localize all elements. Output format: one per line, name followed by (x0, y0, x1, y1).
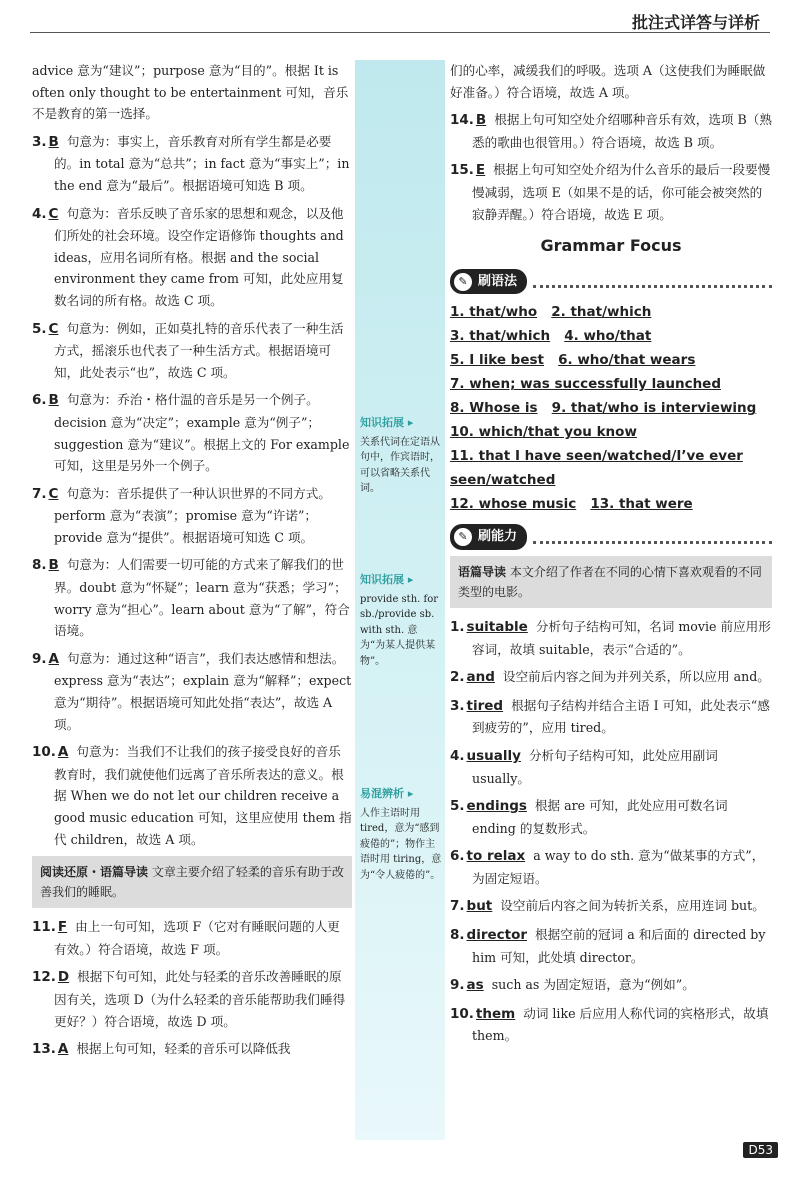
ability-heading (450, 524, 772, 550)
side-tag: 知识拓展 ▸ (360, 572, 442, 588)
pill-label: 刷能力 (478, 529, 518, 545)
item-number: 10. (450, 1005, 474, 1022)
grammar-answer-12: 12. whose music (450, 496, 577, 513)
grammar-answer-8: 8. Whose is (450, 400, 538, 417)
grammar-heading (450, 269, 772, 295)
grammar-row (450, 348, 772, 372)
answer-item-7 (32, 483, 352, 549)
item-explanation: 句意为：例如，正如莫扎特的音乐代表了一种生活方式，摇滚乐也代表了一种生活方式。根据语境可知，此处表示“也”，故选 C 项。 (54, 320, 344, 380)
right-column (450, 60, 772, 1053)
grammar-row (450, 420, 772, 444)
grammar-row (450, 492, 772, 516)
side-note-confusion (360, 786, 442, 883)
item-number: 7. (32, 485, 47, 502)
item-answer: them (475, 1005, 516, 1022)
answer-item-14 (450, 109, 772, 153)
answer-item-6 (32, 389, 352, 476)
dotted-rule (533, 531, 772, 544)
item-explanation: 根据上句可知，轻柔的音乐可以降低我 (76, 1041, 291, 1057)
ability-item-7 (450, 895, 772, 918)
page-header-title: 批注式详答与详析 (631, 13, 760, 32)
grammar-answer-11: 11. that I have seen/watched/I’ve ever seen/watched (450, 448, 743, 489)
item-explanation: 根据句子结构并结合主语 I 可知，此处表示“感到疲劳的”，应用 tired。 (472, 697, 770, 736)
side-tag: 知识拓展 ▸ (360, 415, 442, 431)
item-number: 8. (450, 927, 465, 944)
item-number: 7. (450, 898, 465, 915)
item-answer: tired (466, 697, 504, 714)
item-explanation: 句意为：音乐提供了一种认识世界的不同方式。perform 意为“表演”；promise 意为“许诺”；provide 意为“提供”。根据语境可知选 C 项。 (54, 485, 331, 545)
ability-item-8 (450, 924, 772, 968)
answer-item-4 (32, 203, 352, 312)
dotted-rule (533, 275, 772, 288)
grammar-row (450, 324, 772, 348)
grammar-answer-4: 4. who/that (564, 328, 652, 345)
item-answer: as (466, 977, 484, 994)
item-explanation: such as 为固定短语，意为“例如”。 (491, 977, 695, 993)
item-answer: and (466, 669, 495, 686)
item-number: 3. (32, 133, 47, 150)
side-note-text: provide sth. for sb./provide sb. with sth. 意为“为某人提供某物”。 (360, 593, 438, 667)
left-column (32, 60, 352, 1067)
ability-item-2 (450, 666, 772, 689)
item-answer: endings (466, 798, 527, 815)
item-number: 13. (32, 1041, 56, 1058)
item-answer: C (48, 320, 59, 337)
side-note-text: 人作主语时用 tired，意为“感到疲倦的”；物作主语时用 tiring，意为“令人疲倦的”。 (360, 807, 442, 881)
item-answer: A (57, 1041, 69, 1058)
grammar-row (450, 372, 772, 396)
item-explanation: 句意为：通过这种“语言”，我们表达感情和想法。express 意为“表达”；explain 意为“解释”；expect 意为“期待”。根据语境可知此处指“表达”，故选 A 项。 (54, 650, 352, 732)
item-answer: to relax (466, 848, 526, 865)
answer-item-10 (32, 741, 352, 850)
answer-item-3 (32, 131, 352, 197)
item-number: 4. (450, 747, 465, 764)
reading-guide-box (32, 856, 352, 908)
guide-label: 阅读还原・语篇导读 (40, 865, 149, 880)
item-answer: C (48, 205, 59, 222)
ability-item-6 (450, 845, 772, 889)
item-answer: suitable (466, 618, 528, 635)
grammar-answer-7: 7. when; was successfully launched (450, 376, 721, 393)
item-answer: but (466, 898, 493, 915)
pill-label: 刷语法 (478, 273, 518, 289)
item-answer: C (48, 485, 59, 502)
pen-icon: ✎ (454, 528, 472, 546)
ability-item-9 (450, 974, 772, 997)
continued-item-13: 们的心率，减缓我们的呼吸。选项 A（这使我们为睡眠做好准备。）符合语境，故选 A 项。 (450, 63, 766, 100)
grammar-answer-9: 9. that/who is interviewing (551, 400, 757, 417)
item-number: 6. (32, 392, 47, 409)
item-explanation: 根据上句可知空处介绍哪种音乐有效，选项 B（熟悉的歌曲也很管用。）符合语境，故选 B 项。 (472, 112, 772, 150)
discourse-guide-box (450, 556, 772, 608)
answer-item-8 (32, 554, 352, 641)
item-number: 14. (450, 112, 474, 129)
answer-item-15 (450, 159, 772, 225)
item-number: 10. (32, 744, 56, 761)
item-number: 9. (450, 977, 465, 994)
item-explanation: 根据 are 可知，此处应用可数名词 ending 的复数形式。 (472, 798, 728, 836)
grammar-answer-5: 5. I like best (450, 352, 544, 369)
item-explanation: 根据空前的冠词 a 和后面的 directed by him 可知，此处填 director。 (472, 927, 766, 965)
item-answer: B (48, 133, 59, 150)
guide-text: 文章主要介绍了轻柔的音乐有助于改善我们的睡眠。 (40, 865, 344, 900)
item-explanation: 设空前后内容之间为并列关系，所以应用 and。 (502, 669, 770, 685)
ability-item-1 (450, 616, 772, 660)
item-explanation: 根据上句可知空处介绍为什么音乐的最后一段要慢慢减弱，选项 E（如果不是的话，你可能会被突然的寂静弄醒。）符合语境，故选 E 项。 (472, 162, 771, 222)
answer-item-9 (32, 648, 352, 735)
item-explanation: 由上一句可知，选项 F（它对有睡眠问题的人更有效。）符合语境，故选 F 项。 (54, 919, 340, 957)
side-note-text: 关系代词在定语从句中，作宾语时，可以省略关系代词。 (360, 436, 440, 494)
item-number: 1. (450, 618, 465, 635)
item-number: 5. (32, 320, 47, 337)
item-explanation: 句意为：音乐反映了音乐家的思想和观念，以及他们所处的社会环境。设空作定语修饰 thoughts and ideas，应用名词所有格。根据 and the social environment they came from 可知，此处应用复数名词的所有格。故选 C 项。 (54, 205, 344, 308)
page-number: D53 (743, 1142, 778, 1158)
item-answer: B (48, 392, 59, 409)
item-number: 8. (32, 557, 47, 574)
grammar-answer-6: 6. who/that wears (558, 352, 696, 369)
item-answer: F (57, 919, 68, 936)
item-number: 4. (32, 205, 47, 222)
item-explanation: a way to do sth. 意为“做某事的方式”，为固定短语。 (472, 848, 765, 886)
item-answer: A (48, 650, 59, 667)
section-title: Grammar Focus (540, 236, 682, 256)
item-answer: E (475, 162, 486, 179)
item-explanation: 句意为：事实上，音乐教育对所有学生都是必要的。in total 意为“总共”；in fact 意为“事实上”；in the end 意为“最后”。根据语境可知选 B 项。 (54, 133, 350, 193)
guide-label: 语篇导读 (458, 564, 507, 579)
item-explanation: 设空前后内容之间为转折关系，应用连词 but。 (500, 898, 765, 914)
item-number: 15. (450, 162, 474, 179)
item-number: 3. (450, 697, 465, 714)
item-explanation: 根据下句可知，此处与轻柔的音乐改善睡眠的原因有关，选项 D（为什么轻柔的音乐能帮助我们睡得更好？）符合语境，故选 D 项。 (54, 969, 346, 1029)
grammar-row (450, 300, 772, 324)
side-tag: 易混辨析 ▸ (360, 786, 442, 802)
item-explanation: 句意为：当我们不让我们的孩子接受良好的音乐教育时，我们就使他们远离了音乐所表达的意义。根据 When we do not let our children receive a good music education 可知，这里应使用 them 指代 children，故选 A 项。 (54, 744, 352, 847)
item-answer: usually (466, 747, 521, 764)
ability-item-5 (450, 795, 772, 839)
item-explanation: 分析句子结构可知，名词 movie 前应用形容词，故填 suitable，表示“合适的”。 (472, 618, 771, 657)
book-icon: ✎ (454, 273, 472, 291)
grammar-row (450, 396, 772, 420)
grammar-answer-2: 2. that/which (551, 304, 652, 321)
grammar-answer-10: 10. which/that you know (450, 424, 637, 441)
item-number: 12. (32, 969, 56, 986)
side-note-knowledge-2 (360, 572, 442, 669)
answer-item-5 (32, 318, 352, 384)
grammar-answer-13: 13. that were (590, 496, 693, 513)
item-explanation: 动词 like 后应用人称代词的宾格形式，故填 them。 (472, 1005, 769, 1044)
grammar-answer-1: 1. that/who (450, 304, 538, 321)
item-answer: A (57, 744, 69, 761)
item-answer: director (466, 927, 528, 944)
ability-item-10 (450, 1003, 772, 1047)
ability-item-3 (450, 695, 772, 739)
answer-item-13 (32, 1038, 352, 1061)
header-rule (30, 32, 770, 33)
ability-pill (450, 524, 527, 550)
item-answer: B (48, 557, 59, 574)
guide-text: 本文介绍了作者在不同的心情下喜欢观看的不同类型的电影。 (458, 564, 762, 599)
grammar-pill (450, 269, 527, 295)
item-number: 6. (450, 848, 465, 865)
item-number: 9. (32, 650, 47, 667)
ability-item-4 (450, 745, 772, 789)
item-explanation: 句意为：人们需要一切可能的方式来了解我们的世界。doubt 意为“怀疑”；learn 意为“获悉；学习”；worry 意为“担心”。learn about 意为“了解”，符合语境。 (54, 557, 350, 639)
item-number: 5. (450, 798, 465, 815)
item-number: 2. (450, 669, 465, 686)
grammar-row (450, 444, 772, 492)
grammar-answer-3: 3. that/which (450, 328, 551, 345)
intro-paragraph: advice 意为“建议”；purpose 意为“目的”。根据 It is often only thought to be entertainment 可知，音乐不是教育的第一选择。 (32, 63, 349, 122)
item-explanation: 分析句子结构可知，此处应用副词 usually。 (472, 747, 718, 786)
item-answer: B (475, 112, 487, 129)
answer-item-12 (32, 966, 352, 1032)
side-note-knowledge-1 (360, 415, 442, 497)
item-answer: D (57, 969, 70, 986)
item-number: 11. (32, 919, 56, 936)
item-explanation: 句意为：乔治・格什温的音乐是另一个例子。decision 意为“决定”；example 意为“例子”；suggestion 意为“建议”。根据上文的 For example 可知，这里是另外一个例子。 (54, 392, 350, 474)
answer-item-11 (32, 916, 352, 960)
